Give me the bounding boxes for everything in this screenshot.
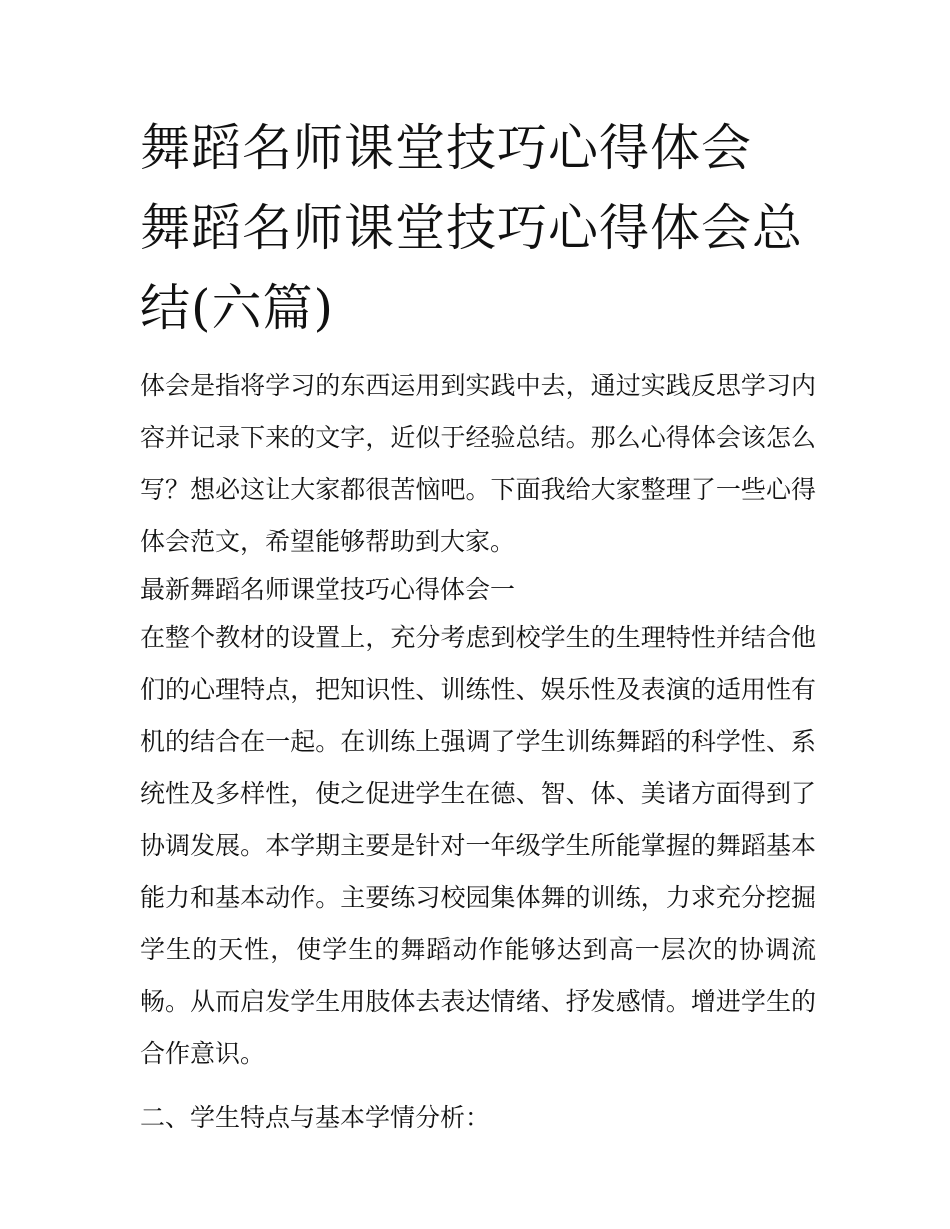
intro-paragraph: 体会是指将学习的东西运用到实践中去，通过实践反思学习内容并记录下来的文字，近似于经验总结。那么心得体会该怎么写？想必这让大家都很苦恼吧。下面我给大家整理了一些心得体会范文，希望能够帮助到大家。 xyxy=(140,371,816,556)
document-title: 舞蹈名师课堂技巧心得体会 舞蹈名师课堂技巧心得体会总结(六篇) xyxy=(140,119,803,337)
document-page xyxy=(140,108,816,1144)
body-paragraph: 在整个教材的设置上，充分考虑到校学生的生理特性并结合他们的心理特点，把知识性、训练性、娱乐性及表演的适用性有机的结合在一起。在训练上强调了学生训练舞蹈的科学性、系统性及多样性，使之促进学生在德、智、体、美诸方面得到了协调发展。本学期主要是针对一年级学生所能掌握的舞蹈基本能力和基本动作。主要练习校园集体舞的训练，力求充分挖掘学生的天性，使学生的舞蹈动作能够达到高一层次的协调流畅。从而启发学生用肢体去表达情绪、抒发感情。增进学生的合作意识。 xyxy=(140,623,816,1068)
sub-heading: 二、学生特点与基本学情分析： xyxy=(140,1103,491,1132)
section-heading: 最新舞蹈名师课堂技巧心得体会一 xyxy=(140,575,516,604)
